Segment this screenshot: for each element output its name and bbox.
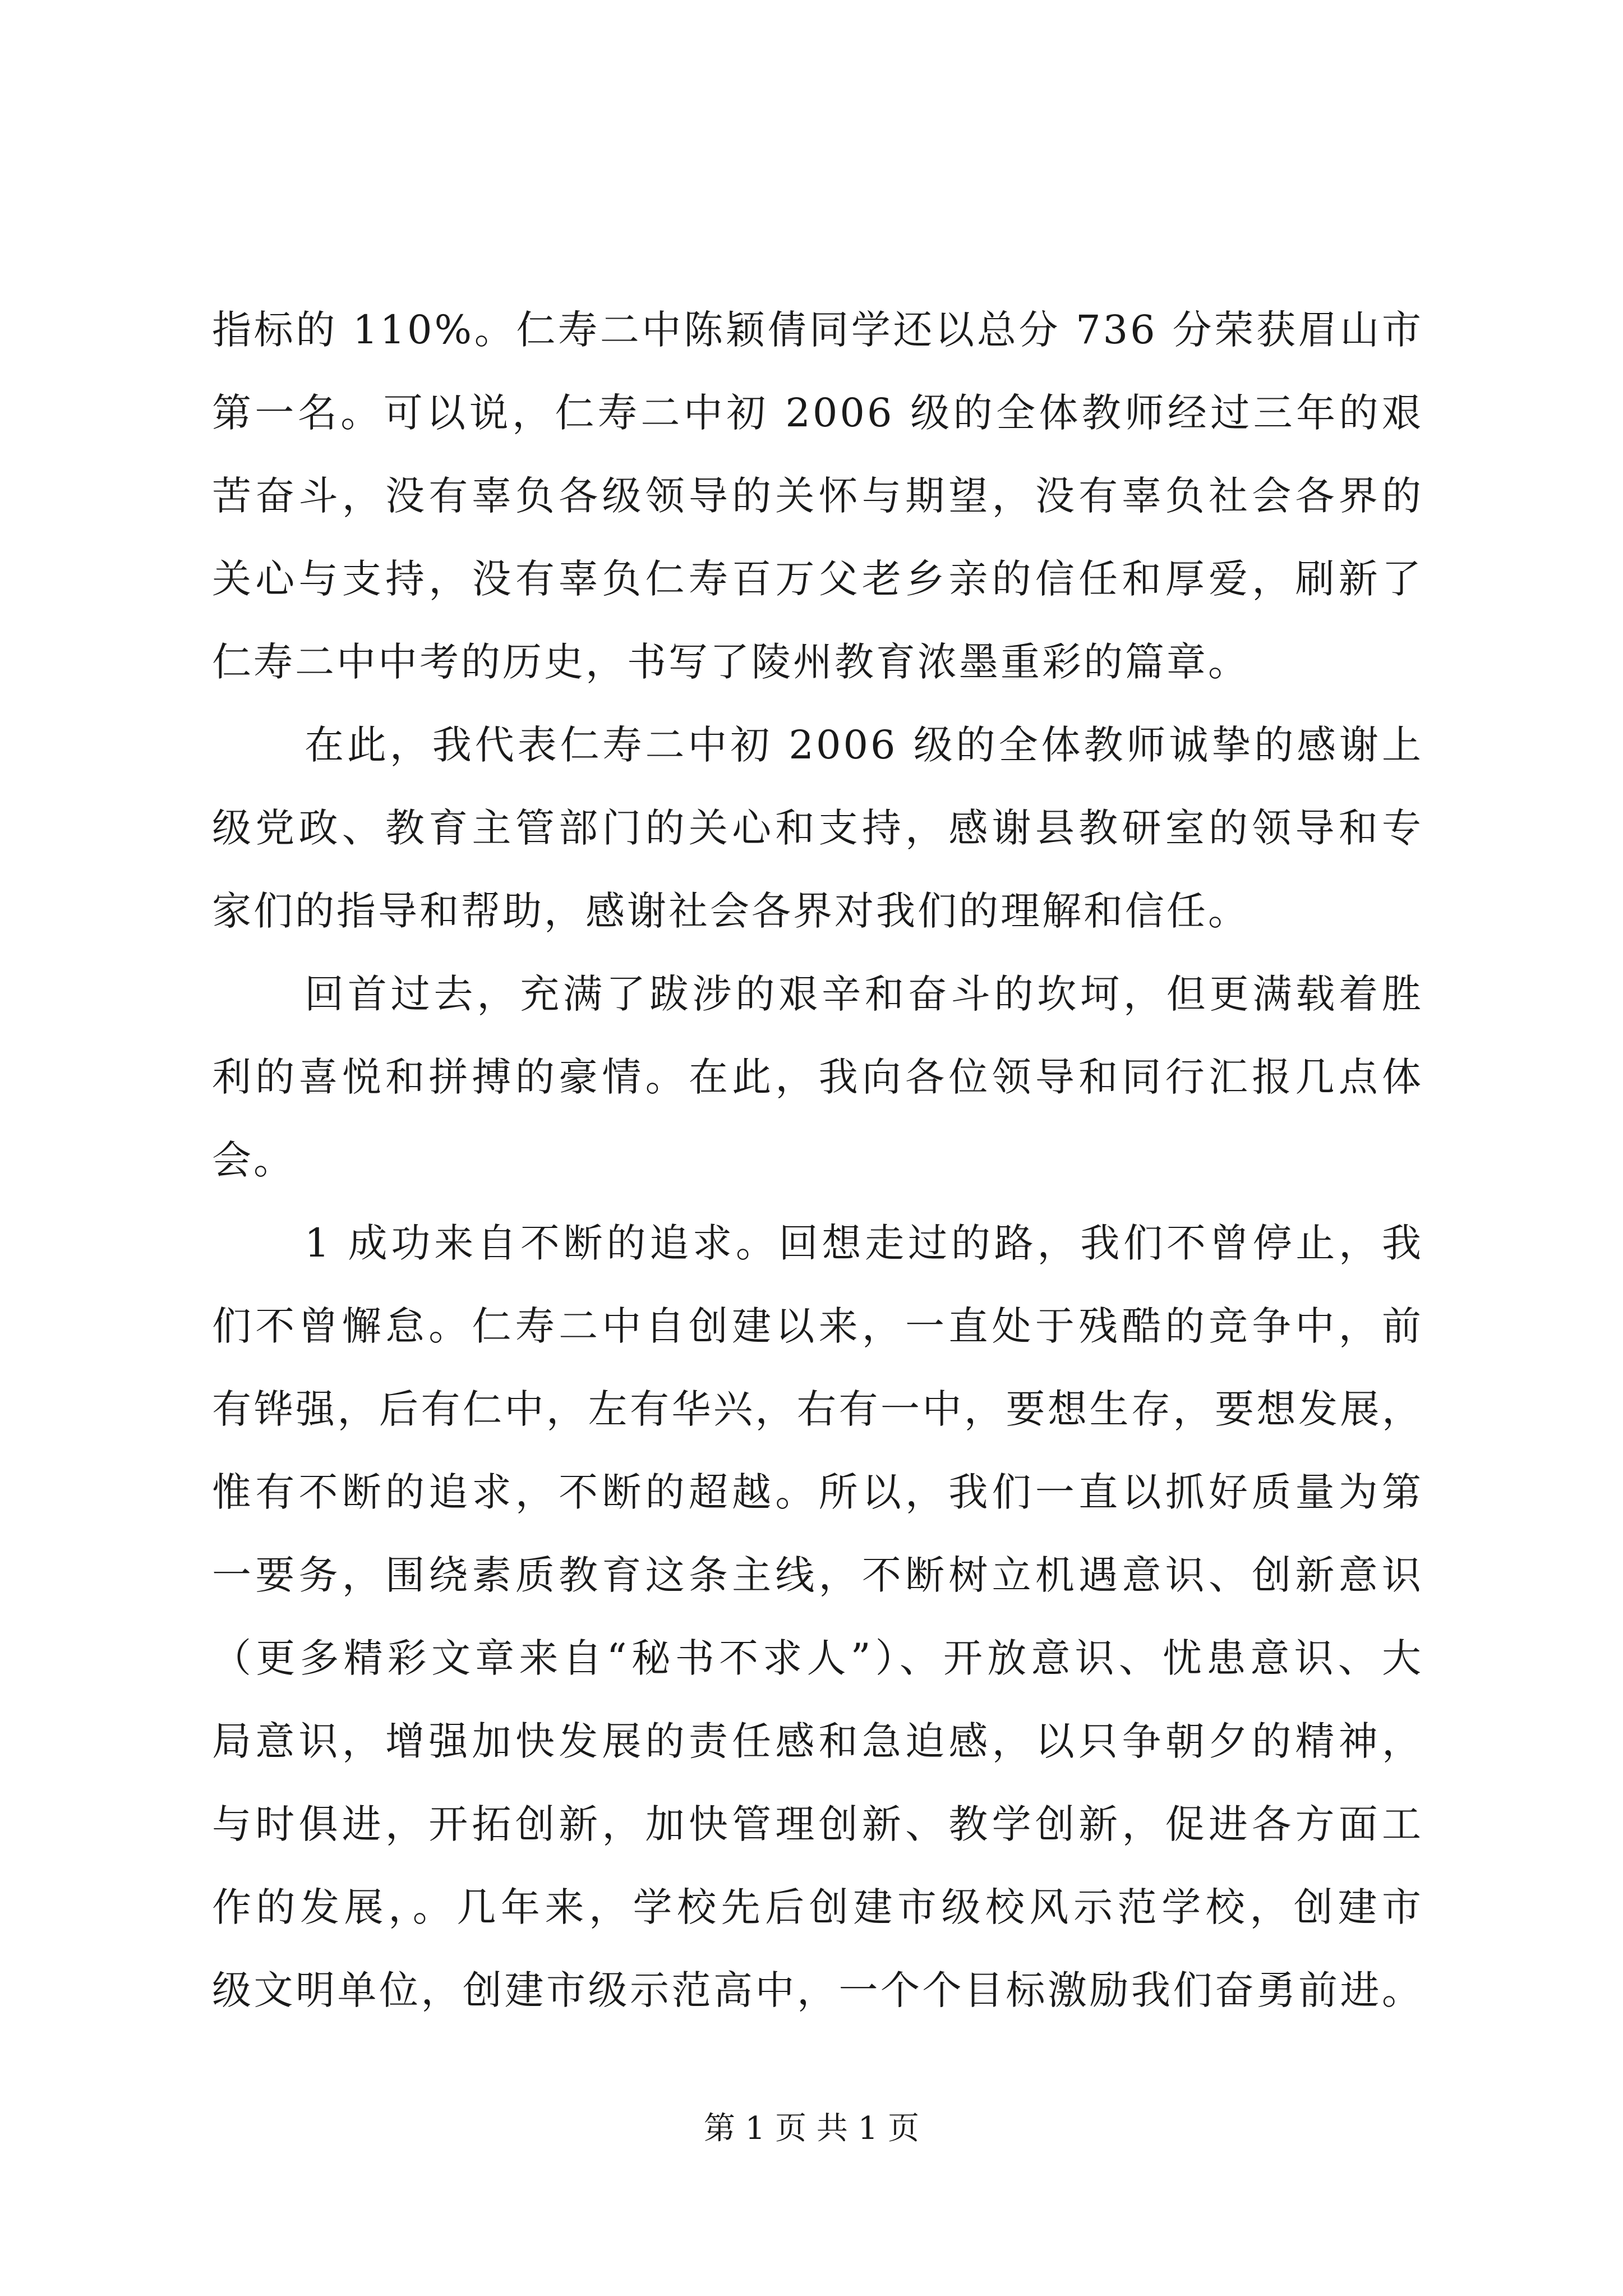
text-line: 有铧强，后有仁中，左有华兴，右有一中，要想生存，要想发展， <box>212 1386 1423 1432</box>
text-line: 指标的 110%。仁寿二中陈颖倩同学还以总分 736 分荣获眉山市 <box>212 307 1423 353</box>
text-line: （更多精彩文章来自“秘书不求人”）、开放意识、忧患意识、大 <box>212 1635 1423 1681</box>
text-line: 仁寿二中中考的历史，书写了陵州教育浓墨重彩的篇章。 <box>212 639 1249 685</box>
text-line: 惟有不断的追求，不断的超越。所以，我们一直以抓好质量为第 <box>212 1469 1423 1515</box>
text-line: 级党政、教育主管部门的关心和支持，感谢县教研室的领导和专 <box>212 805 1423 851</box>
text-line: 关心与支持，没有辜负仁寿百万父老乡亲的信任和厚爱，刷新了 <box>212 556 1423 602</box>
paragraph-start-line: 回首过去，充满了跋涉的艰辛和奋斗的坎坷，但更满载着胜 <box>305 971 1423 1017</box>
text-line: 苦奋斗，没有辜负各级领导的关怀与期望，没有辜负社会各界的 <box>212 473 1423 519</box>
text-line: 会。 <box>212 1137 295 1183</box>
paragraph-start-line: 1 成功来自不断的追求。回想走过的路，我们不曾停止，我 <box>305 1220 1423 1266</box>
text-line: 与时俱进，开拓创新，加快管理创新、教学创新，促进各方面工 <box>212 1801 1423 1847</box>
text-line: 利的喜悦和拼搏的豪情。在此，我向各位领导和同行汇报几点体 <box>212 1054 1423 1100</box>
paragraph-start-line: 在此，我代表仁寿二中初 2006 级的全体教师诚挚的感谢上 <box>305 722 1423 768</box>
text-line: 第一名。可以说，仁寿二中初 2006 级的全体教师经过三年的艰 <box>212 390 1423 436</box>
page-number-footer: 第 1 页 共 1 页 <box>703 2110 920 2147</box>
text-line: 级文明单位，创建市级示范高中，一个个目标激励我们奋勇前进。 <box>212 1967 1423 2013</box>
text-line: 作的发展，。几年来，学校先后创建市级校风示范学校，创建市 <box>212 1884 1423 1930</box>
text-line: 局意识，增强加快发展的责任感和急迫感，以只争朝夕的精神， <box>212 1718 1423 1764</box>
text-line: 们不曾懈怠。仁寿二中自创建以来，一直处于残酷的竞争中，前 <box>212 1303 1423 1349</box>
text-line: 一要务，围绕素质教育这条主线，不断树立机遇意识、创新意识 <box>212 1552 1423 1598</box>
text-line: 家们的指导和帮助，感谢社会各界对我们的理解和信任。 <box>212 888 1249 934</box>
